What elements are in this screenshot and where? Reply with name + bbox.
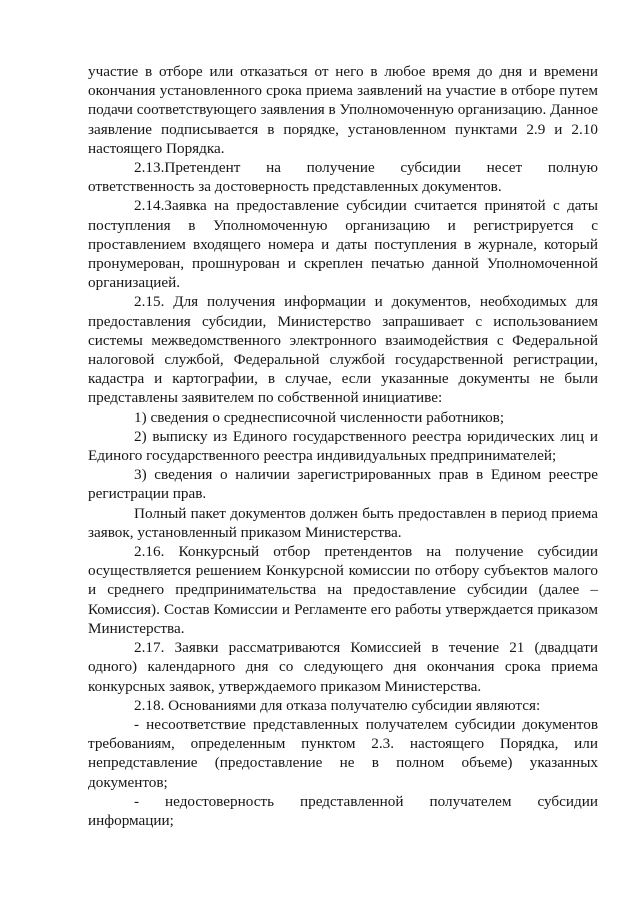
paragraph-2-15: 2.15. Для получения информации и документов, необходимых для предоставления субсидии, Министерство запрашивает с использованием системы межведомственного электронного взаимодействия с Федеральной налоговой службой, Федеральной службой государственной регистрации, кадастра и картографии, в случае, если указанные документы не были представлены заявителем по собственной инициативе: [88,293,598,407]
paragraph-2-14: 2.14.Заявка на предоставление субсидии считается принятой с даты поступления в Уполномоченную организацию и регистрируется с проставлением входящего номера и даты поступления в журнале, который пронумерован, прошнурован и скреплен печатью данной Уполномоченной организацией. [88,197,598,292]
paragraph-continuation: участие в отборе или отказаться от него в любое время до дня и времени окончания установленного срока приема заявлений на участие в отборе путем подачи соответствующего заявления в Уполномоченную организацию. Данное заявление подписывается в порядке, установленном пунктами 2.9 и 2.10 настоящего Порядка. [88,63,598,157]
list-item-2: 2) выписку из Единого государственного реестра юридических лиц и Единого государственного реестра индивидуальных предпринимателей; [88,427,598,465]
refusal-reason-2: - недостоверность представленной получателем субсидии информации; [88,792,598,829]
paragraph-2-17: 2.17. Заявки рассматриваются Комиссией в течение 21 (двадцати одного) календарного дня со следующего дня окончания срока приема конкурсных заявок, утверждаемого приказом Министерства. [88,639,598,695]
list-item-1: 1) сведения о среднесписочной численности работников; [134,408,505,426]
refusal-reason-1: - несоответствие представленных получателем субсидии документов требованиям, определенным пунктом 2.3. настоящего Порядка, или непредставление (предоставление не в полном объеме) указанных документов; [88,715,598,791]
paragraph-2-16: 2.16. Конкурсный отбор претендентов на получение субсидии осуществляется решением Конкурсной комиссии по отбору субъектов малого и среднего предпринимательства на предоставление субсидии (далее – Комиссия). Состав Комиссии и Регламенте его работы утверждается приказом Министерства. [88,543,598,637]
paragraph-full-package: Полный пакет документов должен быть предоставлен в период приема заявок, установленный приказом Министерства. [88,504,598,541]
paragraph-2-18: 2.18. Основаниями для отказа получателю субсидии являются: [134,696,541,714]
list-item-3: 3) сведения о наличии зарегистрированных прав в Едином реестре регистрации прав. [88,466,598,503]
document-page [88,62,598,830]
paragraph-2-13: 2.13.Претендент на получение субсидии несет полную ответственность за достоверность представленных документов. [88,159,598,196]
